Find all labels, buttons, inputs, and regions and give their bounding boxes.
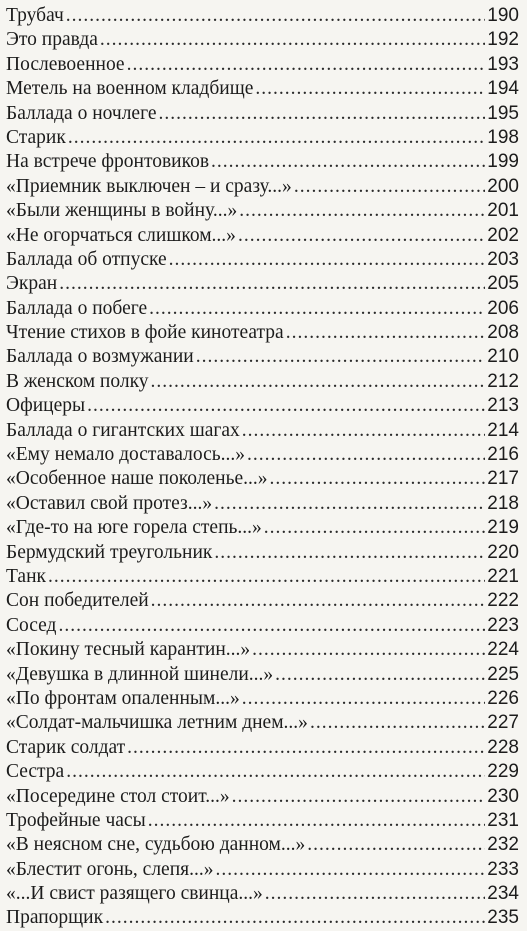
toc-dot-leader <box>215 858 485 882</box>
toc-entry-title: Метель на военном кладбище <box>6 78 254 100</box>
toc-entry-page-number: 212 <box>487 370 519 392</box>
toc-dot-leader <box>151 589 486 613</box>
toc-entry-page-number: 199 <box>487 151 519 173</box>
toc-dot-leader <box>242 419 486 443</box>
toc-entry <box>6 614 519 638</box>
toc-dot-leader <box>232 785 486 809</box>
toc-entry <box>6 809 519 833</box>
toc-entry-title: Трубач <box>6 5 64 26</box>
toc-entry <box>6 882 519 906</box>
toc-entry-title: «Не огорчаться слишком...» <box>6 224 236 246</box>
toc-entry-title: Послевоенное <box>6 53 125 75</box>
toc-dot-leader <box>238 224 485 248</box>
toc-entry <box>6 175 519 199</box>
toc-entry <box>6 28 519 52</box>
toc-entry-page-number: 213 <box>487 395 519 417</box>
toc-entry-page-number: 226 <box>487 687 519 709</box>
toc-entry-title: «Оставил свой протез...» <box>6 492 213 514</box>
toc-entry <box>6 565 519 589</box>
toc-entry <box>6 541 519 565</box>
toc-entry <box>6 321 519 345</box>
toc-entry-page-number: 227 <box>487 712 519 734</box>
toc-entry-page-number: 205 <box>487 273 519 295</box>
toc-entry <box>6 638 519 662</box>
toc-entry-page-number: 210 <box>487 346 519 368</box>
toc-dot-leader <box>105 906 485 930</box>
toc-entry <box>6 150 519 174</box>
toc-dot-leader <box>275 663 485 687</box>
toc-dot-leader <box>310 711 485 735</box>
toc-entry <box>6 687 519 711</box>
toc-dot-leader <box>151 370 486 394</box>
toc-dot-leader <box>66 760 485 784</box>
toc-entry-title: Прапорщик <box>6 907 104 929</box>
toc-entry-page-number: 223 <box>487 614 519 636</box>
table-of-contents <box>6 4 519 931</box>
toc-entry <box>6 858 519 882</box>
toc-entry-title: «Особенное наше поколенье...» <box>6 468 268 490</box>
toc-entry-title: Баллада об отпуске <box>6 248 167 270</box>
toc-entry-page-number: 219 <box>487 517 519 539</box>
toc-dot-leader <box>239 199 485 223</box>
toc-entry-title: Танк <box>6 565 46 587</box>
toc-entry-page-number: 217 <box>487 468 519 490</box>
toc-dot-leader <box>169 248 486 272</box>
toc-entry-title: «Солдат-мальчишка летним днем...» <box>6 712 308 734</box>
toc-entry-page-number: 198 <box>487 126 519 148</box>
toc-entry <box>6 272 519 296</box>
toc-entry-title: Бермудский треугольник <box>6 541 213 563</box>
toc-dot-leader <box>66 4 486 28</box>
toc-dot-leader <box>265 882 486 906</box>
toc-entry <box>6 370 519 394</box>
toc-entry-title: «Приемник выключен – и сразу...» <box>6 175 292 197</box>
toc-dot-leader <box>252 638 485 662</box>
toc-entry-page-number: 220 <box>487 541 519 563</box>
toc-dot-leader <box>48 565 485 589</box>
toc-dot-leader <box>247 443 485 467</box>
toc-entry-page-number: 225 <box>487 663 519 685</box>
toc-entry-title: Экран <box>6 273 58 295</box>
toc-entry-title: «Где-то на юге горела степь...» <box>6 517 262 539</box>
toc-entry-page-number: 221 <box>487 565 519 587</box>
toc-entry-title: «Были женщины в войну...» <box>6 200 238 222</box>
toc-entry <box>6 297 519 321</box>
toc-entry-title: Это правда <box>6 29 98 51</box>
toc-entry-page-number: 195 <box>487 102 519 124</box>
toc-entry <box>6 516 519 540</box>
toc-entry-page-number: 228 <box>487 736 519 758</box>
toc-entry-title: Баллада о гигантских шагах <box>6 419 240 441</box>
toc-entry <box>6 467 519 491</box>
toc-entry-page-number: 208 <box>487 322 519 344</box>
toc-dot-leader <box>211 150 485 174</box>
toc-entry <box>6 345 519 369</box>
toc-dot-leader <box>59 272 485 296</box>
toc-entry <box>6 394 519 418</box>
toc-entry-title: Баллада о возмужании <box>6 346 194 368</box>
toc-dot-leader <box>127 736 485 760</box>
toc-entry-page-number: 193 <box>487 53 519 75</box>
toc-entry <box>6 785 519 809</box>
toc-dot-leader <box>242 687 486 711</box>
toc-entry-title: «Покину тесный карантин...» <box>6 639 251 661</box>
toc-entry-page-number: 194 <box>487 78 519 100</box>
toc-entry-page-number: 222 <box>487 590 519 612</box>
toc-entry <box>6 492 519 516</box>
toc-entry-title: «Ему немало доставалось...» <box>6 444 245 466</box>
toc-entry <box>6 224 519 248</box>
toc-entry-page-number: 235 <box>487 907 519 929</box>
toc-entry <box>6 199 519 223</box>
toc-entry <box>6 589 519 613</box>
toc-entry-title: Сосед <box>6 614 57 636</box>
toc-entry <box>6 77 519 101</box>
toc-entry-page-number: 216 <box>487 444 519 466</box>
toc-entry-page-number: 206 <box>487 297 519 319</box>
toc-dot-leader <box>127 53 486 77</box>
toc-entry-title: На встрече фронтовиков <box>6 151 210 173</box>
toc-entry-title: Баллада о побеге <box>6 297 148 319</box>
toc-entry <box>6 711 519 735</box>
toc-entry-page-number: 232 <box>487 834 519 856</box>
toc-dot-leader <box>100 28 485 52</box>
toc-entry-page-number: 190 <box>487 5 519 26</box>
toc-dot-leader <box>196 345 486 369</box>
toc-dot-leader <box>214 541 485 565</box>
toc-entry-page-number: 229 <box>487 761 519 783</box>
toc-entry-title: «В неясном сне, судьбою данном...» <box>6 834 306 856</box>
toc-entry-page-number: 192 <box>487 29 519 51</box>
toc-entry-title: «По фронтам опаленным...» <box>6 687 240 709</box>
toc-entry <box>6 248 519 272</box>
toc-entry-title: «...И свист разящего свинца...» <box>6 883 263 905</box>
toc-entry-title: Старик солдат <box>6 736 126 758</box>
toc-dot-leader <box>270 467 486 491</box>
toc-entry <box>6 760 519 784</box>
toc-dot-leader <box>68 126 485 150</box>
toc-entry <box>6 663 519 687</box>
toc-dot-leader <box>148 809 486 833</box>
toc-dot-leader <box>149 297 485 321</box>
toc-entry <box>6 443 519 467</box>
toc-dot-leader <box>58 614 485 638</box>
toc-entry-page-number: 224 <box>487 639 519 661</box>
toc-dot-leader <box>159 102 486 126</box>
toc-entry-title: Старик <box>6 126 66 148</box>
toc-entry <box>6 126 519 150</box>
toc-entry-page-number: 233 <box>487 858 519 880</box>
toc-entry-page-number: 203 <box>487 248 519 270</box>
toc-entry-page-number: 202 <box>487 224 519 246</box>
toc-entry-title: Сон победителей <box>6 590 149 612</box>
toc-entry <box>6 419 519 443</box>
toc-entry-title: Баллада о ночлеге <box>6 102 157 124</box>
toc-dot-leader <box>255 77 485 101</box>
toc-entry <box>6 736 519 760</box>
toc-entry-title: Трофейные часы <box>6 809 146 831</box>
toc-entry-page-number: 214 <box>487 419 519 441</box>
toc-entry <box>6 53 519 77</box>
toc-entry-title: «Блестит огонь, слепя...» <box>6 858 214 880</box>
toc-entry-page-number: 218 <box>487 492 519 514</box>
toc-dot-leader <box>264 516 486 540</box>
toc-entry-page-number: 201 <box>487 200 519 222</box>
toc-entry-title: «Посередине стол стоит...» <box>6 785 230 807</box>
toc-entry-title: В женском полку <box>6 370 149 392</box>
toc-dot-leader <box>307 833 485 857</box>
toc-entry-page-number: 234 <box>487 883 519 905</box>
toc-dot-leader <box>87 394 485 418</box>
toc-dot-leader <box>214 492 485 516</box>
toc-entry <box>6 102 519 126</box>
toc-entry-title: «Девушка в длинной шинели...» <box>6 663 274 685</box>
toc-entry <box>6 4 519 28</box>
toc-entry <box>6 906 519 930</box>
toc-dot-leader <box>286 321 486 345</box>
toc-dot-leader <box>294 175 485 199</box>
toc-entry-title: Сестра <box>6 761 65 783</box>
toc-entry-page-number: 200 <box>487 175 519 197</box>
toc-entry-title: Чтение стихов в фойе кинотеатра <box>6 322 284 344</box>
toc-entry-page-number: 230 <box>487 785 519 807</box>
toc-entry-page-number: 231 <box>487 809 519 831</box>
toc-entry-title: Офицеры <box>6 395 86 417</box>
toc-entry <box>6 833 519 857</box>
